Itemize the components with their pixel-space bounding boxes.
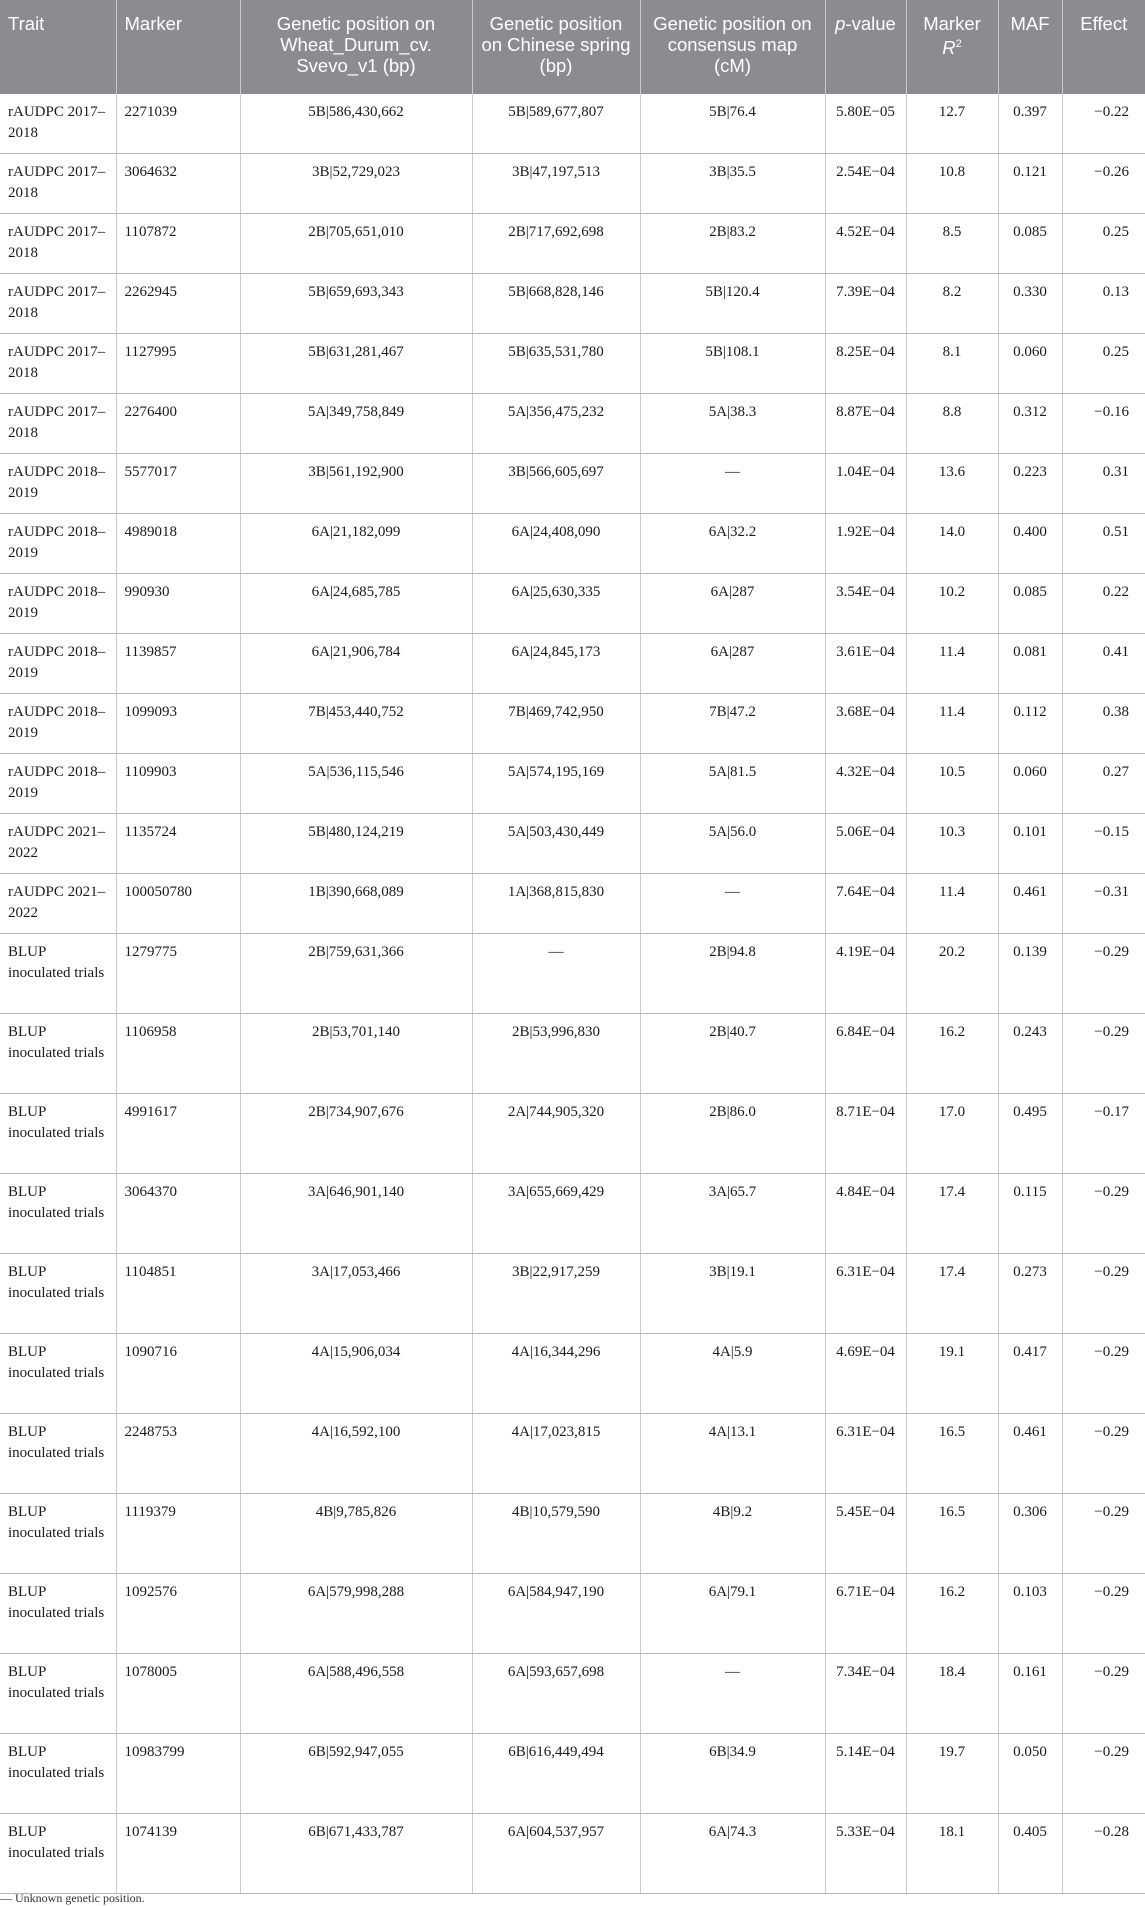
p-value-cell: 6.84E−04 bbox=[825, 1014, 906, 1094]
consensus-position-cell: 2B|40.7 bbox=[640, 1014, 825, 1094]
trait-cell: rAUDPC 2018–2019 bbox=[0, 574, 116, 634]
consensus-position-cell: 6B|34.9 bbox=[640, 1734, 825, 1814]
p-value-cell: 3.54E−04 bbox=[825, 574, 906, 634]
maf-cell: 0.405 bbox=[998, 1814, 1062, 1894]
marker-r2-cell: 18.1 bbox=[906, 1814, 998, 1894]
effect-cell: −0.15 bbox=[1062, 814, 1145, 874]
effect-cell: −0.29 bbox=[1062, 1334, 1145, 1414]
chinese-spring-position-cell: 6A|604,537,957 bbox=[472, 1814, 640, 1894]
maf-cell: 0.081 bbox=[998, 634, 1062, 694]
marker-cell: 1104851 bbox=[116, 1254, 240, 1334]
table-row bbox=[0, 814, 1145, 874]
consensus-position-cell: 5B|108.1 bbox=[640, 334, 825, 394]
header-p-value-rest: -value bbox=[845, 13, 896, 34]
marker-r2-cell: 17.0 bbox=[906, 1094, 998, 1174]
consensus-position-cell: 4B|9.2 bbox=[640, 1494, 825, 1574]
marker-r2-cell: 11.4 bbox=[906, 634, 998, 694]
marker-cell: 1109903 bbox=[116, 754, 240, 814]
marker-r2-cell: 8.5 bbox=[906, 214, 998, 274]
trait-cell: BLUP inoculated trials bbox=[0, 934, 116, 1014]
p-value-cell: 6.31E−04 bbox=[825, 1254, 906, 1334]
marker-cell: 1099093 bbox=[116, 694, 240, 754]
marker-r2-cell: 10.2 bbox=[906, 574, 998, 634]
table-row bbox=[0, 274, 1145, 334]
effect-cell: −0.29 bbox=[1062, 1494, 1145, 1574]
header-marker-r2-label: Marker bbox=[923, 13, 981, 34]
maf-cell: 0.397 bbox=[998, 94, 1062, 154]
maf-cell: 0.243 bbox=[998, 1014, 1062, 1094]
consensus-position-cell: 4A|13.1 bbox=[640, 1414, 825, 1494]
chinese-spring-position-cell: 3B|22,917,259 bbox=[472, 1254, 640, 1334]
trait-cell: rAUDPC 2018–2019 bbox=[0, 514, 116, 574]
marker-r2-cell: 16.5 bbox=[906, 1414, 998, 1494]
chinese-spring-position-cell: 5B|589,677,807 bbox=[472, 94, 640, 154]
table-row bbox=[0, 334, 1145, 394]
svevo-position-cell: 2B|734,907,676 bbox=[240, 1094, 472, 1174]
marker-r2-cell: 14.0 bbox=[906, 514, 998, 574]
consensus-position-cell: 5B|76.4 bbox=[640, 94, 825, 154]
svevo-position-cell: 6A|21,182,099 bbox=[240, 514, 472, 574]
trait-cell: rAUDPC 2017–2018 bbox=[0, 334, 116, 394]
table-row bbox=[0, 934, 1145, 1014]
p-value-cell: 6.31E−04 bbox=[825, 1414, 906, 1494]
chinese-spring-position-cell: 6B|616,449,494 bbox=[472, 1734, 640, 1814]
trait-cell: rAUDPC 2018–2019 bbox=[0, 694, 116, 754]
effect-cell: −0.31 bbox=[1062, 874, 1145, 934]
chinese-spring-position-cell: 2A|744,905,320 bbox=[472, 1094, 640, 1174]
maf-cell: 0.400 bbox=[998, 514, 1062, 574]
chinese-spring-position-cell: 2B|53,996,830 bbox=[472, 1014, 640, 1094]
trait-cell: BLUP inoculated trials bbox=[0, 1414, 116, 1494]
chinese-spring-position-cell: 5A|574,195,169 bbox=[472, 754, 640, 814]
marker-cell: 1279775 bbox=[116, 934, 240, 1014]
chinese-spring-position-cell: 2B|717,692,698 bbox=[472, 214, 640, 274]
header-consensus-position: Genetic position on consensus map (cM) bbox=[640, 0, 825, 94]
marker-cell: 1092576 bbox=[116, 1574, 240, 1654]
marker-cell: 1139857 bbox=[116, 634, 240, 694]
p-value-cell: 4.84E−04 bbox=[825, 1174, 906, 1254]
trait-cell: rAUDPC 2017–2018 bbox=[0, 214, 116, 274]
maf-cell: 0.417 bbox=[998, 1334, 1062, 1414]
trait-cell: rAUDPC 2018–2019 bbox=[0, 634, 116, 694]
marker-cell: 1135724 bbox=[116, 814, 240, 874]
trait-cell: rAUDPC 2017–2018 bbox=[0, 94, 116, 154]
p-value-cell: 2.54E−04 bbox=[825, 154, 906, 214]
svevo-position-cell: 1B|390,668,089 bbox=[240, 874, 472, 934]
svevo-position-cell: 2B|705,651,010 bbox=[240, 214, 472, 274]
chinese-spring-position-cell: 6A|24,408,090 bbox=[472, 514, 640, 574]
chinese-spring-position-cell: 6A|25,630,335 bbox=[472, 574, 640, 634]
p-value-cell: 5.45E−04 bbox=[825, 1494, 906, 1574]
table-row bbox=[0, 154, 1145, 214]
effect-cell: −0.26 bbox=[1062, 154, 1145, 214]
maf-cell: 0.103 bbox=[998, 1574, 1062, 1654]
header-chinese-spring-position: Genetic position on Chinese spring (bp) bbox=[472, 0, 640, 94]
svevo-position-cell: 4A|15,906,034 bbox=[240, 1334, 472, 1414]
marker-cell: 100050780 bbox=[116, 874, 240, 934]
effect-cell: 0.38 bbox=[1062, 694, 1145, 754]
maf-cell: 0.312 bbox=[998, 394, 1062, 454]
marker-cell: 1078005 bbox=[116, 1654, 240, 1734]
table-row bbox=[0, 94, 1145, 154]
chinese-spring-position-cell: 6A|584,947,190 bbox=[472, 1574, 640, 1654]
header-trait: Trait bbox=[0, 0, 116, 94]
marker-cell: 10983799 bbox=[116, 1734, 240, 1814]
table-row bbox=[0, 1014, 1145, 1094]
effect-cell: −0.17 bbox=[1062, 1094, 1145, 1174]
effect-cell: 0.25 bbox=[1062, 334, 1145, 394]
table-row bbox=[0, 1574, 1145, 1654]
marker-r2-cell: 17.4 bbox=[906, 1174, 998, 1254]
svevo-position-cell: 6A|21,906,784 bbox=[240, 634, 472, 694]
table-row bbox=[0, 574, 1145, 634]
chinese-spring-position-cell: 5A|356,475,232 bbox=[472, 394, 640, 454]
maf-cell: 0.085 bbox=[998, 214, 1062, 274]
consensus-position-cell: 7B|47.2 bbox=[640, 694, 825, 754]
table-row bbox=[0, 1174, 1145, 1254]
chinese-spring-position-cell: 5B|668,828,146 bbox=[472, 274, 640, 334]
marker-cell: 4991617 bbox=[116, 1094, 240, 1174]
chinese-spring-position-cell: 6A|593,657,698 bbox=[472, 1654, 640, 1734]
marker-r2-cell: 16.2 bbox=[906, 1014, 998, 1094]
p-value-cell: 4.52E−04 bbox=[825, 214, 906, 274]
consensus-position-cell: — bbox=[640, 874, 825, 934]
chinese-spring-position-cell: 3A|655,669,429 bbox=[472, 1174, 640, 1254]
consensus-position-cell: 2B|86.0 bbox=[640, 1094, 825, 1174]
effect-cell: 0.31 bbox=[1062, 454, 1145, 514]
header-p-value-p: p bbox=[835, 13, 846, 34]
svevo-position-cell: 5B|631,281,467 bbox=[240, 334, 472, 394]
trait-cell: BLUP inoculated trials bbox=[0, 1814, 116, 1894]
chinese-spring-position-cell: 1A|368,815,830 bbox=[472, 874, 640, 934]
chinese-spring-position-cell: 4B|10,579,590 bbox=[472, 1494, 640, 1574]
maf-cell: 0.121 bbox=[998, 154, 1062, 214]
header-svevo-position: Genetic position on Wheat_Durum_cv. Svevo_v1 (bp) bbox=[240, 0, 472, 94]
table-row bbox=[0, 514, 1145, 574]
consensus-position-cell: 5B|120.4 bbox=[640, 274, 825, 334]
marker-cell: 4989018 bbox=[116, 514, 240, 574]
effect-cell: 0.25 bbox=[1062, 214, 1145, 274]
marker-cell: 3064370 bbox=[116, 1174, 240, 1254]
svevo-position-cell: 3B|561,192,900 bbox=[240, 454, 472, 514]
svevo-position-cell: 5B|586,430,662 bbox=[240, 94, 472, 154]
p-value-cell: 3.61E−04 bbox=[825, 634, 906, 694]
table-row bbox=[0, 694, 1145, 754]
svevo-position-cell: 4A|16,592,100 bbox=[240, 1414, 472, 1494]
consensus-position-cell: 4A|5.9 bbox=[640, 1334, 825, 1414]
table-header-row bbox=[0, 0, 1145, 94]
maf-cell: 0.050 bbox=[998, 1734, 1062, 1814]
trait-cell: BLUP inoculated trials bbox=[0, 1494, 116, 1574]
chinese-spring-position-cell: 6A|24,845,173 bbox=[472, 634, 640, 694]
trait-cell: BLUP inoculated trials bbox=[0, 1014, 116, 1094]
table-row bbox=[0, 1494, 1145, 1574]
table-row bbox=[0, 1254, 1145, 1334]
svevo-position-cell: 3B|52,729,023 bbox=[240, 154, 472, 214]
maf-cell: 0.461 bbox=[998, 874, 1062, 934]
p-value-cell: 4.19E−04 bbox=[825, 934, 906, 1014]
effect-cell: −0.29 bbox=[1062, 1414, 1145, 1494]
consensus-position-cell: 6A|79.1 bbox=[640, 1574, 825, 1654]
svevo-position-cell: 2B|53,701,140 bbox=[240, 1014, 472, 1094]
p-value-cell: 7.39E−04 bbox=[825, 274, 906, 334]
marker-cell: 1106958 bbox=[116, 1014, 240, 1094]
marker-cell: 990930 bbox=[116, 574, 240, 634]
marker-cell: 3064632 bbox=[116, 154, 240, 214]
trait-cell: rAUDPC 2021–2022 bbox=[0, 874, 116, 934]
effect-cell: 0.51 bbox=[1062, 514, 1145, 574]
svevo-position-cell: 5B|480,124,219 bbox=[240, 814, 472, 874]
table-row bbox=[0, 1414, 1145, 1494]
marker-cell: 1119379 bbox=[116, 1494, 240, 1574]
maf-cell: 0.085 bbox=[998, 574, 1062, 634]
marker-r2-cell: 19.7 bbox=[906, 1734, 998, 1814]
consensus-position-cell: 6A|287 bbox=[640, 634, 825, 694]
consensus-position-cell: 3B|19.1 bbox=[640, 1254, 825, 1334]
chinese-spring-position-cell: 3B|47,197,513 bbox=[472, 154, 640, 214]
consensus-position-cell: 5A|81.5 bbox=[640, 754, 825, 814]
table-footnote: — Unknown genetic position. bbox=[0, 1891, 145, 1905]
maf-cell: 0.495 bbox=[998, 1094, 1062, 1174]
marker-r2-cell: 8.2 bbox=[906, 274, 998, 334]
trait-cell: rAUDPC 2021–2022 bbox=[0, 814, 116, 874]
header-effect: Effect bbox=[1062, 0, 1145, 94]
trait-cell: rAUDPC 2017–2018 bbox=[0, 394, 116, 454]
header-marker-r2-R: R bbox=[942, 37, 956, 59]
marker-cell: 5577017 bbox=[116, 454, 240, 514]
maf-cell: 0.330 bbox=[998, 274, 1062, 334]
effect-cell: −0.28 bbox=[1062, 1814, 1145, 1894]
p-value-cell: 7.34E−04 bbox=[825, 1654, 906, 1734]
maf-cell: 0.060 bbox=[998, 754, 1062, 814]
effect-cell: 0.41 bbox=[1062, 634, 1145, 694]
trait-cell: rAUDPC 2017–2018 bbox=[0, 154, 116, 214]
maf-cell: 0.161 bbox=[998, 1654, 1062, 1734]
consensus-position-cell: 5A|38.3 bbox=[640, 394, 825, 454]
svevo-position-cell: 5A|536,115,546 bbox=[240, 754, 472, 814]
marker-r2-cell: 10.5 bbox=[906, 754, 998, 814]
chinese-spring-position-cell: — bbox=[472, 934, 640, 1014]
p-value-cell: 3.68E−04 bbox=[825, 694, 906, 754]
consensus-position-cell: — bbox=[640, 454, 825, 514]
p-value-cell: 5.14E−04 bbox=[825, 1734, 906, 1814]
maf-cell: 0.223 bbox=[998, 454, 1062, 514]
marker-cell: 2248753 bbox=[116, 1414, 240, 1494]
marker-cell: 2262945 bbox=[116, 274, 240, 334]
trait-cell: rAUDPC 2018–2019 bbox=[0, 454, 116, 514]
marker-r2-cell: 8.1 bbox=[906, 334, 998, 394]
p-value-cell: 4.32E−04 bbox=[825, 754, 906, 814]
table-row bbox=[0, 634, 1145, 694]
p-value-cell: 4.69E−04 bbox=[825, 1334, 906, 1414]
svevo-position-cell: 5B|659,693,343 bbox=[240, 274, 472, 334]
effect-cell: −0.22 bbox=[1062, 94, 1145, 154]
svevo-position-cell: 5A|349,758,849 bbox=[240, 394, 472, 454]
table-row bbox=[0, 874, 1145, 934]
maf-cell: 0.273 bbox=[998, 1254, 1062, 1334]
chinese-spring-position-cell: 5B|635,531,780 bbox=[472, 334, 640, 394]
trait-cell: rAUDPC 2017–2018 bbox=[0, 274, 116, 334]
maf-cell: 0.306 bbox=[998, 1494, 1062, 1574]
marker-r2-cell: 12.7 bbox=[906, 94, 998, 154]
p-value-cell: 8.87E−04 bbox=[825, 394, 906, 454]
svevo-position-cell: 4B|9,785,826 bbox=[240, 1494, 472, 1574]
consensus-position-cell: 6A|287 bbox=[640, 574, 825, 634]
marker-cell: 2276400 bbox=[116, 394, 240, 454]
maf-cell: 0.139 bbox=[998, 934, 1062, 1014]
header-marker-r2 bbox=[906, 0, 998, 94]
maf-cell: 0.115 bbox=[998, 1174, 1062, 1254]
p-value-cell: 5.80E−05 bbox=[825, 94, 906, 154]
effect-cell: −0.16 bbox=[1062, 394, 1145, 454]
trait-cell: BLUP inoculated trials bbox=[0, 1574, 116, 1654]
svevo-position-cell: 3A|17,053,466 bbox=[240, 1254, 472, 1334]
p-value-cell: 8.71E−04 bbox=[825, 1094, 906, 1174]
chinese-spring-position-cell: 5A|503,430,449 bbox=[472, 814, 640, 874]
table-row bbox=[0, 1814, 1145, 1894]
marker-cell: 2271039 bbox=[116, 94, 240, 154]
marker-r2-cell: 17.4 bbox=[906, 1254, 998, 1334]
marker-cell: 1107872 bbox=[116, 214, 240, 274]
table-row bbox=[0, 1734, 1145, 1814]
effect-cell: 0.13 bbox=[1062, 274, 1145, 334]
consensus-position-cell: 3A|65.7 bbox=[640, 1174, 825, 1254]
marker-r2-cell: 16.2 bbox=[906, 1574, 998, 1654]
svevo-position-cell: 2B|759,631,366 bbox=[240, 934, 472, 1014]
marker-r2-cell: 10.8 bbox=[906, 154, 998, 214]
marker-r2-cell: 8.8 bbox=[906, 394, 998, 454]
trait-cell: BLUP inoculated trials bbox=[0, 1734, 116, 1814]
svevo-position-cell: 6A|579,998,288 bbox=[240, 1574, 472, 1654]
p-value-cell: 6.71E−04 bbox=[825, 1574, 906, 1654]
p-value-cell: 8.25E−04 bbox=[825, 334, 906, 394]
effect-cell: 0.27 bbox=[1062, 754, 1145, 814]
p-value-cell: 1.92E−04 bbox=[825, 514, 906, 574]
header-marker-r2-sup: 2 bbox=[955, 38, 962, 50]
consensus-position-cell: 2B|83.2 bbox=[640, 214, 825, 274]
header-marker: Marker bbox=[116, 0, 240, 94]
effect-cell: −0.29 bbox=[1062, 1654, 1145, 1734]
marker-r2-cell: 10.3 bbox=[906, 814, 998, 874]
table-row bbox=[0, 454, 1145, 514]
p-value-cell: 5.06E−04 bbox=[825, 814, 906, 874]
marker-r2-cell: 11.4 bbox=[906, 874, 998, 934]
chinese-spring-position-cell: 7B|469,742,950 bbox=[472, 694, 640, 754]
marker-r2-cell: 16.5 bbox=[906, 1494, 998, 1574]
trait-cell: rAUDPC 2018–2019 bbox=[0, 754, 116, 814]
effect-cell: −0.29 bbox=[1062, 1734, 1145, 1814]
table-row bbox=[0, 754, 1145, 814]
trait-cell: BLUP inoculated trials bbox=[0, 1334, 116, 1414]
svevo-position-cell: 3A|646,901,140 bbox=[240, 1174, 472, 1254]
consensus-position-cell: 5A|56.0 bbox=[640, 814, 825, 874]
p-value-cell: 1.04E−04 bbox=[825, 454, 906, 514]
marker-cell: 1090716 bbox=[116, 1334, 240, 1414]
chinese-spring-position-cell: 3B|566,605,697 bbox=[472, 454, 640, 514]
svevo-position-cell: 6A|588,496,558 bbox=[240, 1654, 472, 1734]
consensus-position-cell: 2B|94.8 bbox=[640, 934, 825, 1014]
svevo-position-cell: 6B|671,433,787 bbox=[240, 1814, 472, 1894]
marker-r2-cell: 11.4 bbox=[906, 694, 998, 754]
header-maf: MAF bbox=[998, 0, 1062, 94]
effect-cell: −0.29 bbox=[1062, 1254, 1145, 1334]
effect-cell: −0.29 bbox=[1062, 1174, 1145, 1254]
consensus-position-cell: 3B|35.5 bbox=[640, 154, 825, 214]
effect-cell: −0.29 bbox=[1062, 1574, 1145, 1654]
maf-cell: 0.101 bbox=[998, 814, 1062, 874]
table-row bbox=[0, 1334, 1145, 1414]
table-row bbox=[0, 214, 1145, 274]
chinese-spring-position-cell: 4A|17,023,815 bbox=[472, 1414, 640, 1494]
consensus-position-cell: — bbox=[640, 1654, 825, 1734]
table-row bbox=[0, 394, 1145, 454]
marker-cell: 1074139 bbox=[116, 1814, 240, 1894]
p-value-cell: 7.64E−04 bbox=[825, 874, 906, 934]
chinese-spring-position-cell: 4A|16,344,296 bbox=[472, 1334, 640, 1414]
marker-cell: 1127995 bbox=[116, 334, 240, 394]
effect-cell: 0.22 bbox=[1062, 574, 1145, 634]
maf-cell: 0.461 bbox=[998, 1414, 1062, 1494]
table-row bbox=[0, 1654, 1145, 1734]
svevo-position-cell: 7B|453,440,752 bbox=[240, 694, 472, 754]
consensus-position-cell: 6A|74.3 bbox=[640, 1814, 825, 1894]
maf-cell: 0.060 bbox=[998, 334, 1062, 394]
trait-cell: BLUP inoculated trials bbox=[0, 1254, 116, 1334]
marker-r2-cell: 13.6 bbox=[906, 454, 998, 514]
consensus-position-cell: 6A|32.2 bbox=[640, 514, 825, 574]
marker-r2-cell: 18.4 bbox=[906, 1654, 998, 1734]
trait-cell: BLUP inoculated trials bbox=[0, 1174, 116, 1254]
marker-r2-cell: 19.1 bbox=[906, 1334, 998, 1414]
marker-r2-cell: 20.2 bbox=[906, 934, 998, 1014]
table-row bbox=[0, 1094, 1145, 1174]
svevo-position-cell: 6A|24,685,785 bbox=[240, 574, 472, 634]
trait-cell: BLUP inoculated trials bbox=[0, 1654, 116, 1734]
p-value-cell: 5.33E−04 bbox=[825, 1814, 906, 1894]
svevo-position-cell: 6B|592,947,055 bbox=[240, 1734, 472, 1814]
maf-cell: 0.112 bbox=[998, 694, 1062, 754]
effect-cell: −0.29 bbox=[1062, 1014, 1145, 1094]
effect-cell: −0.29 bbox=[1062, 934, 1145, 1014]
header-p-value bbox=[825, 0, 906, 94]
trait-cell: BLUP inoculated trials bbox=[0, 1094, 116, 1174]
